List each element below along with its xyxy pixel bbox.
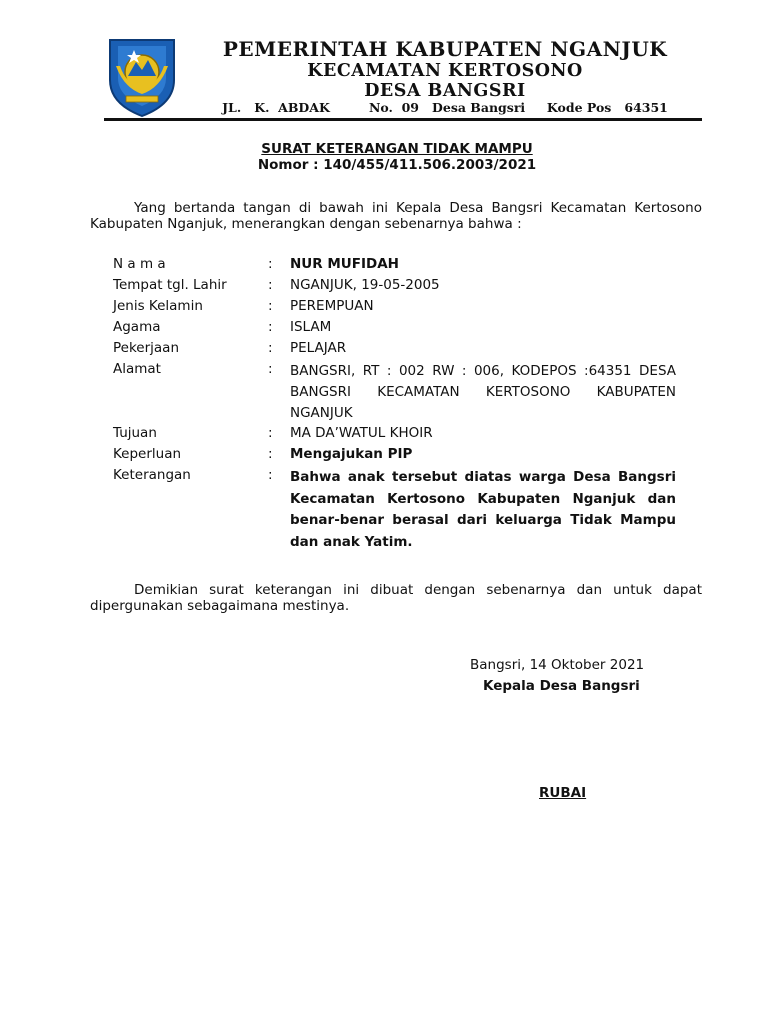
closing-paragraph: Demikian surat keterangan ini dibuat dengan sebenarnya dan untuk dapat dipergunakan sebagaimana mestinya. [90, 582, 702, 614]
field-value: Bahwa anak tersebut diatas warga Desa Bangsri Kecamatan Kertosono Kabupaten Nganjuk dan benar-benar berasal dari keluarga Tidak Mampu dan anak Yatim. [290, 469, 676, 550]
signature-name: RUBAI [539, 785, 587, 801]
field-label: Alamat [113, 361, 161, 377]
letterhead-district: KECAMATAN KERTOSONO [307, 61, 583, 81]
field-row-keterangan [0, 467, 768, 557]
letterhead-village: DESA BANGSRI [364, 81, 526, 101]
document-title-text: SURAT KETERANGAN TIDAK MAMPU [261, 141, 533, 157]
field-row-nama [0, 256, 768, 276]
regency-emblem-logo [104, 36, 180, 118]
field-row-agama [0, 319, 768, 339]
field-label: Tujuan [113, 425, 157, 441]
field-value: NGANJUK, 19-05-2005 [290, 277, 440, 293]
field-row-keperluan [0, 446, 768, 466]
field-colon: : [268, 319, 273, 335]
field-value: MA DA’WATUL KHOIR [290, 425, 433, 441]
field-value: PEREMPUAN [290, 298, 374, 314]
field-label: Agama [113, 319, 161, 335]
letterhead-divider [104, 118, 702, 121]
letterhead-address: JL. K. ABDAK No. 09 Desa Bangsri Kode Pos 64351 [222, 100, 668, 115]
field-label: Tempat tgl. Lahir [113, 277, 227, 293]
field-colon: : [268, 446, 273, 462]
letterhead-government: PEMERINTAH KABUPATEN NGANJUK [222, 37, 668, 61]
field-label: Keterangan [113, 467, 191, 483]
field-row-alamat [0, 361, 768, 425]
field-row-tujuan [0, 425, 768, 445]
field-value: BANGSRI, RT : 002 RW : 006, KODEPOS :64351 DESA BANGSRI KECAMATAN KERTOSONO KABUPATEN NGANJUK [290, 363, 676, 421]
intro-paragraph: Yang bertanda tangan di bawah ini Kepala Desa Bangsri Kecamatan Kertosono Kabupaten Nganjuk, menerangkan dengan sebenarnya bahwa : [90, 200, 702, 232]
field-colon: : [268, 256, 273, 272]
document-number: Nomor : 140/455/411.506.2003/2021 [257, 157, 537, 173]
field-label: N a m a [113, 256, 166, 272]
field-colon: : [268, 425, 273, 441]
field-label: Keperluan [113, 446, 182, 462]
signature-title: Kepala Desa Bangsri [483, 678, 640, 694]
field-colon: : [268, 361, 273, 377]
document-title [0, 141, 768, 157]
signature-place-date: Bangsri, 14 Oktober 2021 [470, 657, 645, 673]
field-colon: : [268, 298, 273, 314]
field-colon: : [268, 277, 273, 293]
field-row-jenis-kelamin [0, 298, 768, 318]
field-value: NUR MUFIDAH [290, 256, 399, 272]
field-value: ISLAM [290, 319, 332, 335]
field-row-ttl [0, 277, 768, 297]
field-label: Jenis Kelamin [113, 298, 203, 314]
field-colon: : [268, 467, 273, 483]
field-row-pekerjaan [0, 340, 768, 360]
field-value: Mengajukan PIP [290, 446, 413, 462]
field-colon: : [268, 340, 273, 356]
field-label: Pekerjaan [113, 340, 180, 356]
field-value: PELAJAR [290, 340, 347, 356]
